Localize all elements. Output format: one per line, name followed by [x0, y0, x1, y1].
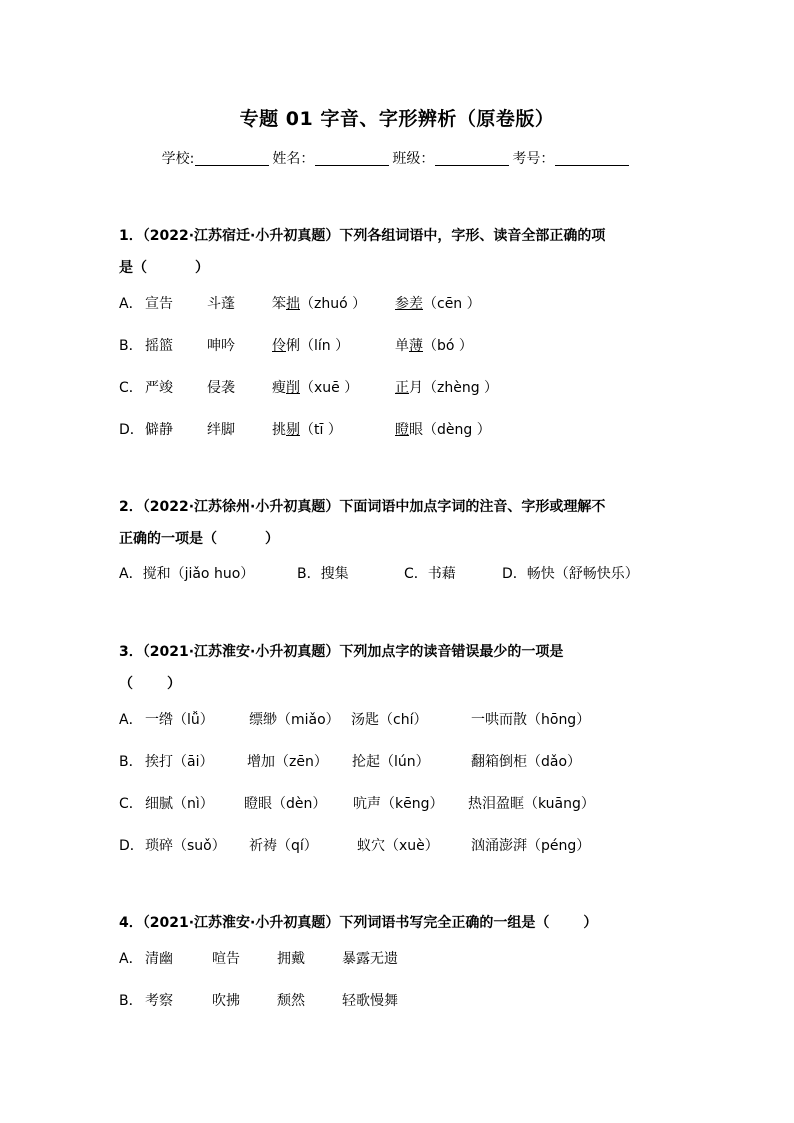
question-number: 2．	[119, 499, 143, 515]
document-page: 专题 01 字音、字形辨析（原卷版） 学校: 姓名： 班级： 考号： 1．（2022·江苏宿迁·小升初真题）下列各组词语中，字形、读音全部正确的项 是（ ） A． 宣告 斗蓬 笨拙（zhuó ） 参差（cēn ） B． 摇篮 呻吟 伶俐（lín ） 单薄（bó ） C． 严竣 侵袭 瘦削（xuē ） 正月（zhèng ） D． 僻静 绊脚 挑剔（tī ） 瞪眼（dèng ） 2．（2022·江苏徐州·小升初真题）下面词语中加点字词的注音、字形或理解不 正确的一项是（ ） A．搅和（jiǎo huo） B．搜集 C．书藉 D．畅快（舒畅快乐） 3．（2021·江苏淮安·小升初真题）下列加点字的读音错误最少的一项是 （ ） A． 一绺（lǚ） 缥缈（miǎo） 汤匙（chí） 一哄而散（hōng） B． 挨打（āi） 增加（zēn） 抡起（lún） 翻箱倒柜（dǎo） C． 细腻（nì） 瞪眼（dèn） 吭声（kēng） 热泪盈眶（kuāng） D． 琐碎（suǒ） 祈祷（qí） 蚁穴（xuè） 汹涌澎湃（péng） 4．（2021·江苏淮安·小升初真题）下列词语书写完全正确的一组是（ ） A． 清幽 喧告 拥戴 暴露无遗 B． 考察 吹拂 颓然 轻歌慢舞	[0, 0, 794, 1123]
question-text-cont: 是（	[119, 260, 147, 276]
question-text: 下列词语书写完全正确的一组是（	[339, 915, 550, 931]
class-label: 班级：	[392, 151, 435, 167]
exam-no-label: 考号：	[512, 151, 555, 167]
answer-paren-close: ）	[583, 915, 598, 931]
option-b: B．搜集	[297, 566, 349, 582]
exam-no-blank[interactable]	[555, 151, 629, 166]
option-a: A．搅和（jiǎo huo）	[119, 566, 255, 582]
name-blank[interactable]	[315, 151, 389, 166]
question-number: 1．	[119, 228, 143, 244]
question-source: （2022·江苏徐州·小升初真题）	[142, 499, 340, 515]
answer-paren-close: ）	[167, 676, 181, 692]
option-d: D．畅快（舒畅快乐）	[502, 566, 639, 582]
answer-paren-close: ）	[265, 531, 279, 547]
question-text-cont: 正确的一项是（	[119, 531, 217, 547]
question-number: 4．	[119, 915, 143, 931]
question-text: 下面词语中加点字词的注音、字形或理解不	[339, 499, 606, 515]
question-text: 下列各组词语中，字形、读音全部正确的项	[339, 228, 606, 244]
page-title: 专题 01 字音、字形辨析（原卷版）	[239, 108, 555, 130]
question-number: 3．	[119, 644, 143, 660]
question-source: （2021·江苏淮安·小升初真题）	[142, 644, 340, 660]
answer-paren-close: ）	[195, 260, 209, 276]
question-text: 下列加点字的读音错误最少的一项是	[339, 644, 564, 660]
school-blank[interactable]	[195, 151, 269, 166]
question-1-stem	[119, 220, 679, 284]
question-3-stem	[119, 636, 679, 700]
question-source: （2022·江苏宿迁·小升初真题）	[142, 228, 340, 244]
school-label: 学校:	[161, 151, 195, 167]
student-info-line	[0, 148, 794, 168]
name-label: 姓名：	[272, 151, 315, 167]
question-source: （2021·江苏淮安·小升初真题）	[142, 915, 340, 931]
option-c: C．书藉	[404, 566, 456, 582]
question-2-stem	[119, 491, 679, 555]
question-4-stem	[119, 907, 679, 939]
class-blank[interactable]	[435, 151, 509, 166]
question-text-cont: （	[119, 676, 133, 692]
